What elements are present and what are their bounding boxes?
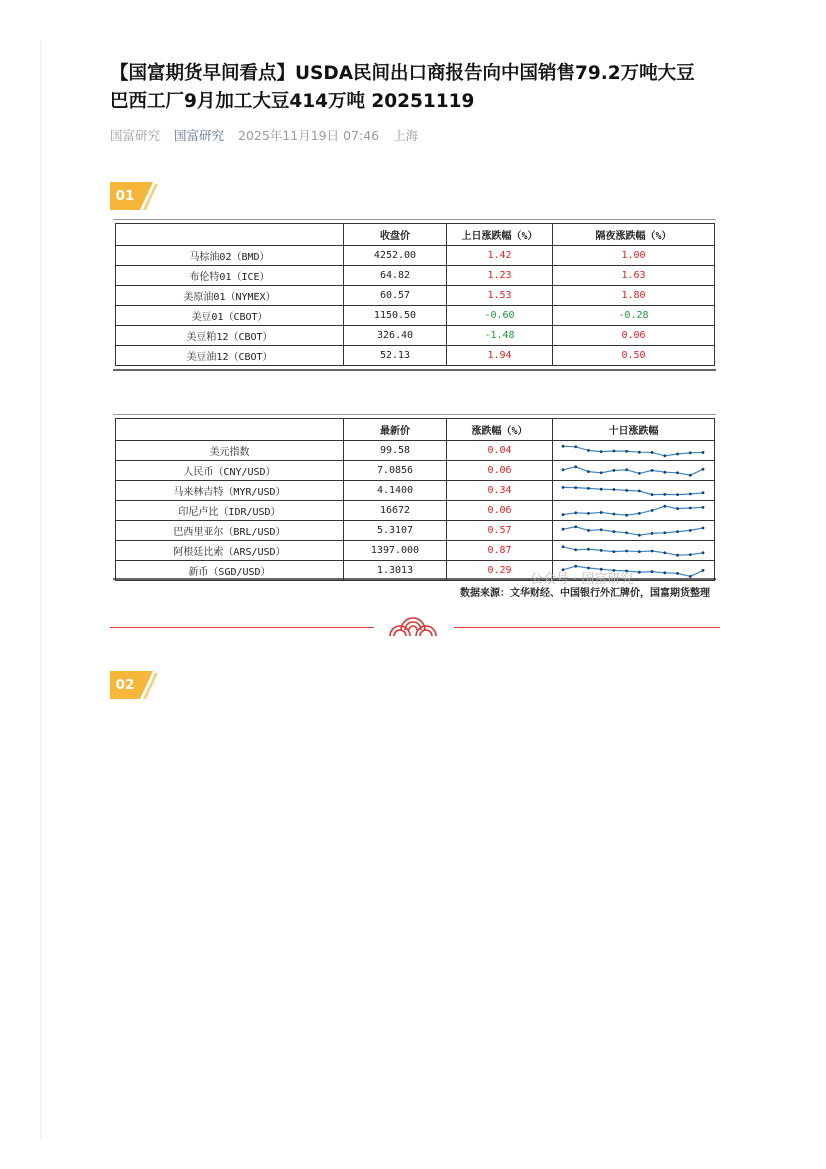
section-number: 01	[115, 188, 135, 204]
latest-price: 1397.000	[344, 541, 447, 561]
sparkline-point	[663, 470, 666, 473]
sparkline-point	[613, 488, 616, 491]
sparkline-point	[676, 553, 679, 556]
sparkline-point	[651, 509, 654, 512]
divider-line-left	[110, 627, 374, 628]
sparkline-point	[651, 493, 654, 496]
sparkline-point	[651, 532, 654, 535]
night-change: 0.06	[553, 326, 715, 346]
divider-line-right	[454, 627, 720, 628]
ten-day-sparkline	[553, 501, 715, 521]
sparkline-chart	[553, 462, 713, 480]
page-edge	[40, 40, 41, 1139]
night-change: 1.80	[553, 286, 715, 306]
sparkline-point	[587, 486, 590, 489]
table-row	[116, 286, 715, 306]
sparkline-point	[638, 450, 641, 453]
sparkline-point	[562, 444, 565, 447]
change-pct: 0.06	[447, 501, 553, 521]
section-badge-01	[110, 182, 154, 210]
sparkline-point	[689, 575, 692, 578]
night-change: 1.00	[553, 246, 715, 266]
sparkline-point	[676, 530, 679, 533]
sparkline-line	[563, 546, 703, 554]
latest-price: 99.58	[344, 441, 447, 461]
sparkline-point	[600, 471, 603, 474]
sparkline-point	[676, 452, 679, 455]
sparkline-point	[663, 454, 666, 457]
header-cell	[116, 224, 344, 246]
sparkline-point	[663, 531, 666, 534]
sparkline-point	[587, 449, 590, 452]
prev-change: -1.48	[447, 326, 553, 346]
sparkline-point	[676, 471, 679, 474]
sparkline-point	[587, 470, 590, 473]
table-row	[116, 541, 715, 561]
sparkline-point	[625, 489, 628, 492]
table-row	[116, 346, 715, 366]
close-price: 52.13	[344, 346, 447, 366]
sparkline-point	[587, 529, 590, 532]
table-row	[116, 306, 715, 326]
sparkline-point	[613, 469, 616, 472]
ten-day-sparkline	[553, 481, 715, 501]
sparkline-point	[613, 530, 616, 533]
contract-name: 美豆粕12（CBOT）	[116, 326, 344, 346]
ten-day-sparkline	[553, 441, 715, 461]
publish-date: 2025年11月19日 07:46	[238, 128, 380, 143]
night-change: 0.50	[553, 346, 715, 366]
section-number: 02	[115, 677, 135, 693]
sparkline-point	[638, 489, 641, 492]
sparkline-point	[600, 549, 603, 552]
account-link[interactable]: 国富研究	[174, 128, 225, 143]
sparkline-point	[651, 570, 654, 573]
sparkline-point	[625, 468, 628, 471]
sparkline-point	[689, 529, 692, 532]
sparkline-point	[574, 564, 577, 567]
sparkline-line	[563, 526, 703, 534]
header-cell: 上日涨跌幅（%）	[447, 224, 553, 246]
latest-price: 16672	[344, 501, 447, 521]
sparkline-point	[689, 451, 692, 454]
sparkline-point	[638, 533, 641, 536]
table-row	[116, 326, 715, 346]
contract-name: 马棕油02（BMD）	[116, 246, 344, 266]
latest-price: 1.3013	[344, 561, 447, 581]
night-change: 1.63	[553, 266, 715, 286]
sparkline-point	[663, 571, 666, 574]
sparkline-point	[676, 507, 679, 510]
sparkline-point	[562, 513, 565, 516]
sparkline-chart	[553, 542, 713, 560]
sparkline-point	[562, 486, 565, 489]
sparkline-point	[600, 487, 603, 490]
close-price: 60.57	[344, 286, 447, 306]
currency-name: 美元指数	[116, 441, 344, 461]
table-row	[116, 481, 715, 501]
sparkline-point	[587, 547, 590, 550]
sparkline-point	[600, 528, 603, 531]
sparkline-point	[651, 469, 654, 472]
sparkline-point	[702, 467, 705, 470]
sparkline-chart	[553, 502, 713, 520]
fx-table	[115, 418, 715, 581]
close-price: 4252.00	[344, 246, 447, 266]
contract-name: 美原油01（NYMEX）	[116, 286, 344, 306]
article-title: 【国富期货早间看点】USDA民间出口商报告向中国销售79.2万吨大豆 巴西工厂9月加工大豆414万吨 20251119	[110, 63, 695, 112]
sparkline-point	[574, 486, 577, 489]
sparkline-point	[613, 449, 616, 452]
table-header-row	[116, 224, 715, 246]
change-pct: 0.06	[447, 461, 553, 481]
sparkline-point	[676, 572, 679, 575]
publish-location: 上海	[393, 128, 419, 143]
contract-name: 美豆油12（CBOT）	[116, 346, 344, 366]
latest-price: 5.3107	[344, 521, 447, 541]
contract-name: 布伦特01（ICE）	[116, 266, 344, 286]
latest-price: 4.1400	[344, 481, 447, 501]
sparkline-point	[663, 551, 666, 554]
sparkline-line	[563, 446, 703, 456]
currency-name: 马来林吉特（MYR/USD）	[116, 481, 344, 501]
sparkline-chart	[553, 442, 713, 460]
cloud-ornament-icon	[386, 610, 440, 638]
table-row	[116, 461, 715, 481]
sparkline-point	[587, 512, 590, 515]
sparkline-chart	[553, 482, 713, 500]
contract-name: 美豆01（CBOT）	[116, 306, 344, 326]
sparkline-point	[600, 511, 603, 514]
watermark: 公众号 · 国富研究	[530, 572, 634, 587]
currency-name: 新币（SGD/USD）	[116, 561, 344, 581]
sparkline-point	[702, 451, 705, 454]
change-pct: 0.29	[447, 561, 553, 581]
sparkline-point	[562, 468, 565, 471]
ten-day-sparkline	[553, 521, 715, 541]
prev-change: 1.23	[447, 266, 553, 286]
header-cell: 最新价	[344, 419, 447, 441]
header-cell: 涨跌幅（%）	[447, 419, 553, 441]
change-pct: 0.87	[447, 541, 553, 561]
sparkline-point	[651, 451, 654, 454]
sparkline-point	[676, 493, 679, 496]
currency-name: 印尼卢比（IDR/USD）	[116, 501, 344, 521]
sparkline-chart	[553, 522, 713, 540]
sparkline-point	[562, 527, 565, 530]
sparkline-point	[625, 513, 628, 516]
author-name: 国富研究	[110, 128, 161, 143]
change-pct: 0.04	[447, 441, 553, 461]
sparkline-point	[651, 549, 654, 552]
close-price: 1150.50	[344, 306, 447, 326]
night-change: -0.28	[553, 306, 715, 326]
sparkline-point	[638, 472, 641, 475]
ten-day-sparkline	[553, 541, 715, 561]
sparkline-point	[689, 473, 692, 476]
prev-change: 1.94	[447, 346, 553, 366]
header-cell: 隔夜涨跌幅（%）	[553, 224, 715, 246]
sparkline-point	[613, 512, 616, 515]
header-cell	[116, 419, 344, 441]
sparkline-point	[600, 450, 603, 453]
table-row	[116, 521, 715, 541]
data-source-note: 数据来源：文华财经、中国银行外汇牌价，国富期货整理	[460, 588, 710, 599]
sparkline-point	[689, 492, 692, 495]
table-row	[116, 246, 715, 266]
sparkline-point	[702, 526, 705, 529]
header-cell: 收盘价	[344, 224, 447, 246]
sparkline-point	[702, 551, 705, 554]
sparkline-point	[689, 553, 692, 556]
table-header-row	[116, 419, 715, 441]
change-pct: 0.34	[447, 481, 553, 501]
sparkline-point	[702, 506, 705, 509]
latest-price: 7.0856	[344, 461, 447, 481]
article-meta	[110, 126, 428, 144]
sparkline-point	[574, 525, 577, 528]
currency-name: 人民币（CNY/USD）	[116, 461, 344, 481]
sparkline-point	[638, 512, 641, 515]
header-cell: 十日涨跌幅	[553, 419, 715, 441]
sparkline-point	[663, 504, 666, 507]
sparkline-point	[625, 531, 628, 534]
prev-change: -0.60	[447, 306, 553, 326]
currency-name: 阿根廷比索（ARS/USD）	[116, 541, 344, 561]
table-row	[116, 266, 715, 286]
sparkline-point	[574, 548, 577, 551]
section-badge-02	[110, 671, 154, 699]
sparkline-point	[625, 549, 628, 552]
prev-change: 1.42	[447, 246, 553, 266]
sparkline-point	[574, 445, 577, 448]
prev-change: 1.53	[447, 286, 553, 306]
currency-name: 巴西里亚尔（BRL/USD）	[116, 521, 344, 541]
change-pct: 0.57	[447, 521, 553, 541]
sparkline-point	[702, 569, 705, 572]
sparkline-point	[625, 449, 628, 452]
futures-table	[115, 223, 715, 366]
close-price: 64.82	[344, 266, 447, 286]
sparkline-point	[689, 506, 692, 509]
sparkline-point	[574, 465, 577, 468]
table-row	[116, 441, 715, 461]
sparkline-point	[702, 491, 705, 494]
sparkline-line	[563, 506, 703, 515]
sparkline-point	[613, 550, 616, 553]
sparkline-line	[563, 487, 703, 494]
table-row	[116, 501, 715, 521]
close-price: 326.40	[344, 326, 447, 346]
sparkline-point	[663, 492, 666, 495]
ten-day-sparkline	[553, 461, 715, 481]
sparkline-point	[638, 550, 641, 553]
sparkline-point	[574, 511, 577, 514]
sparkline-point	[638, 570, 641, 573]
sparkline-line	[563, 466, 703, 474]
sparkline-point	[562, 545, 565, 548]
